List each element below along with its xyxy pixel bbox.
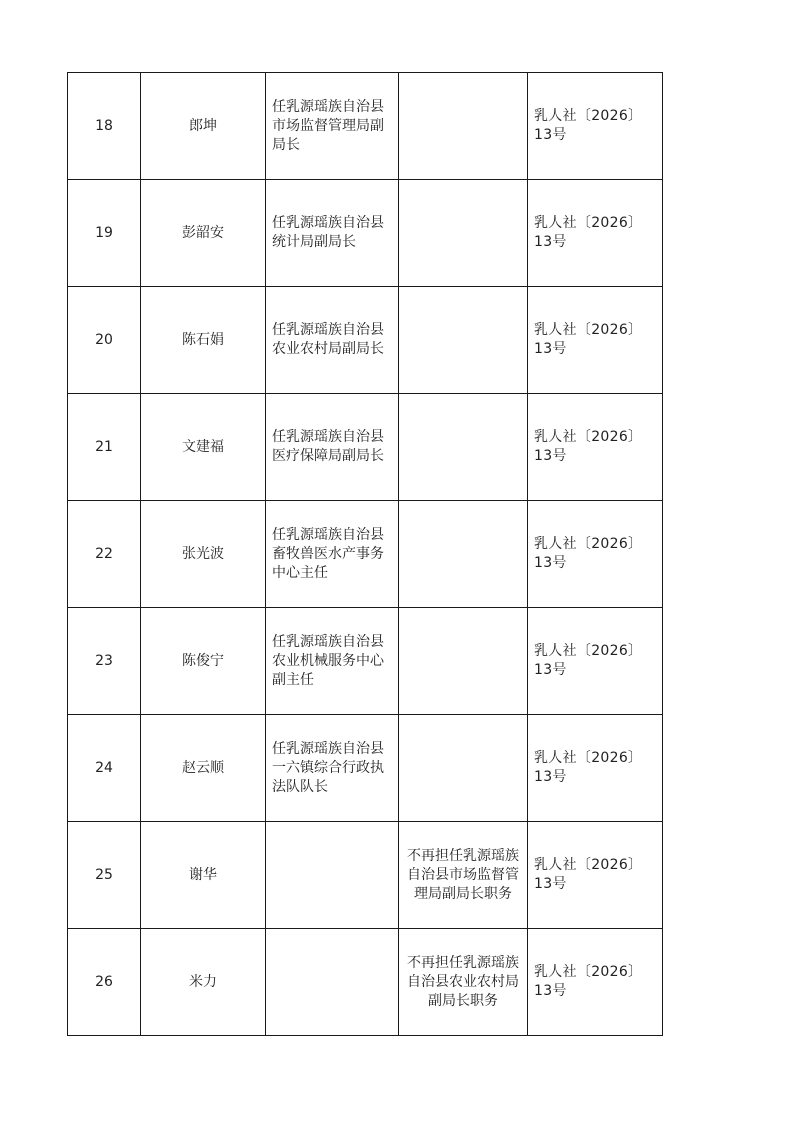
- document-number: 乳人社〔2026〕13号: [534, 536, 643, 571]
- table-row: [68, 715, 663, 822]
- table-row: [68, 501, 663, 608]
- table-row: [68, 822, 663, 929]
- row-number: 25: [68, 822, 141, 929]
- document-number: 乳人社〔2026〕13号: [534, 322, 643, 357]
- appointment-text: 任乳源瑶族自治县统计局副局长: [272, 215, 384, 250]
- appointment-text: 任乳源瑶族自治县医疗保障局副局长: [272, 429, 384, 464]
- appointment-text: 任乳源瑶族自治县畜牧兽医水产事务中心主任: [272, 526, 384, 581]
- table-row: [68, 929, 663, 1036]
- row-number: 26: [68, 929, 141, 1036]
- row-number: 23: [68, 608, 141, 715]
- person-name: 张光波: [141, 501, 266, 608]
- row-number: 21: [68, 394, 141, 501]
- appointment-table: [67, 72, 663, 1036]
- document-number: 乳人社〔2026〕13号: [534, 643, 643, 678]
- document-number: 乳人社〔2026〕13号: [534, 964, 643, 999]
- row-number: 24: [68, 715, 141, 822]
- document-number: 乳人社〔2026〕13号: [534, 750, 643, 785]
- person-name: 米力: [141, 929, 266, 1036]
- appointment-text: 任乳源瑶族自治县农业农村局副局长: [272, 322, 384, 357]
- document-number: 乳人社〔2026〕13号: [534, 215, 643, 250]
- appointment-text: 任乳源瑶族自治县一六镇综合行政执法队队长: [272, 740, 384, 795]
- row-number: 19: [68, 180, 141, 287]
- person-name: 文建福: [141, 394, 266, 501]
- removal-text: 不再担任乳源瑶族自治县农业农村局副局长职务: [407, 954, 519, 1009]
- row-number: 22: [68, 501, 141, 608]
- table-row: [68, 608, 663, 715]
- person-name: 彭韶安: [141, 180, 266, 287]
- row-number: 18: [68, 73, 141, 180]
- person-name: 陈石娟: [141, 287, 266, 394]
- appointment-text: 任乳源瑶族自治县市场监督管理局副局长: [272, 98, 384, 153]
- table-row: [68, 180, 663, 287]
- document-number: 乳人社〔2026〕13号: [534, 108, 643, 143]
- person-name: 谢华: [141, 822, 266, 929]
- row-number: 20: [68, 287, 141, 394]
- table-row: [68, 394, 663, 501]
- appointment-text: 任乳源瑶族自治县农业机械服务中心副主任: [272, 633, 384, 688]
- person-name: 赵云顺: [141, 715, 266, 822]
- document-number: 乳人社〔2026〕13号: [534, 857, 643, 892]
- table-row: [68, 73, 663, 180]
- person-name: 陈俊宁: [141, 608, 266, 715]
- document-number: 乳人社〔2026〕13号: [534, 429, 643, 464]
- table-row: [68, 287, 663, 394]
- removal-text: 不再担任乳源瑶族自治县市场监督管理局副局长职务: [407, 847, 519, 902]
- person-name: 郎坤: [141, 73, 266, 180]
